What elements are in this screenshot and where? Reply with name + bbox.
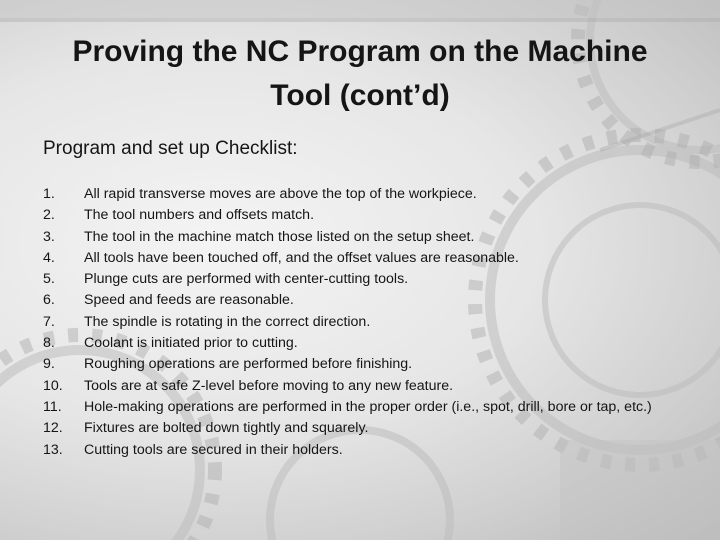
list-item xyxy=(43,227,683,248)
list-item xyxy=(43,440,683,461)
item-number: 2. xyxy=(43,207,55,224)
list-item xyxy=(43,205,683,226)
checklist-heading: Program and set up Checklist: xyxy=(43,138,298,159)
item-number: 12. xyxy=(43,420,63,437)
item-text: All tools have been touched off, and the offset values are reasonable. xyxy=(84,249,519,266)
item-text: Hole-making operations are performed in the proper order (i.e., spot, drill, bore or tap, etc.) xyxy=(84,398,652,415)
item-text: The tool numbers and offsets match. xyxy=(84,207,315,224)
item-number: 10. xyxy=(43,377,63,394)
item-number: 9. xyxy=(43,356,55,373)
item-number: 11. xyxy=(43,398,62,415)
list-item xyxy=(43,269,683,290)
list-item xyxy=(43,418,683,439)
item-text: The tool in the machine match those listed on the setup sheet. xyxy=(84,228,475,245)
list-item xyxy=(43,354,683,375)
item-number: 3. xyxy=(43,228,55,245)
item-number: 6. xyxy=(43,292,55,309)
list-item xyxy=(43,290,683,311)
item-number: 4. xyxy=(43,249,55,266)
item-text: Fixtures are bolted down tightly and squarely. xyxy=(84,420,369,437)
item-text: The spindle is rotating in the correct direction. xyxy=(84,313,371,330)
slide-title: Proving the NC Program on the Machine Tool (cont’d) xyxy=(72,35,648,112)
item-text: All rapid transverse moves are above the top of the workpiece. xyxy=(84,186,477,202)
item-number: 8. xyxy=(43,335,55,352)
item-number: 1. xyxy=(43,186,55,202)
item-text: Speed and feeds are reasonable. xyxy=(84,292,294,309)
list-item xyxy=(43,312,683,333)
list-item xyxy=(43,184,683,205)
list-item xyxy=(43,397,683,418)
item-number: 13. xyxy=(43,441,63,458)
list-item xyxy=(43,376,683,397)
item-text: Plunge cuts are performed with center-cutting tools. xyxy=(84,271,409,288)
item-text: Cutting tools are secured in their holders. xyxy=(84,441,343,458)
item-text: Coolant is initiated prior to cutting. xyxy=(84,335,298,352)
list-item xyxy=(43,333,683,354)
checklist xyxy=(43,184,683,461)
list-item xyxy=(43,248,683,269)
item-text: Roughing operations are performed before finishing. xyxy=(84,356,413,373)
item-number: 7. xyxy=(43,313,55,330)
item-text: Tools are at safe Z-level before moving to any new feature. xyxy=(84,377,454,394)
item-number: 5. xyxy=(43,271,55,288)
